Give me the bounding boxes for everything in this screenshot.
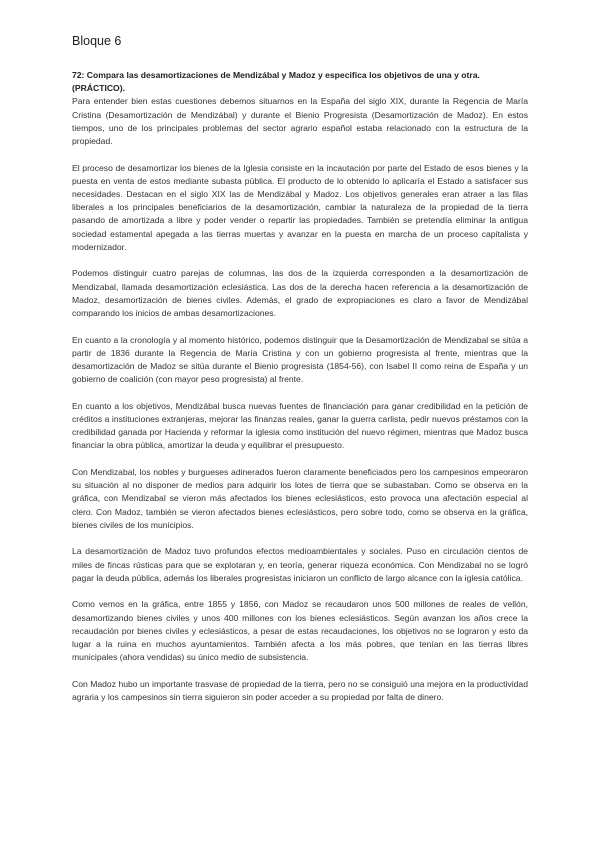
paragraph: Como vemos en la gráfica, entre 1855 y 1856, con Madoz se recaudaron unos 500 millones de reales de vellón, desamortizando bienes civiles y unos 400 millones con los bienes eclesiásticos. Según avanzan los años crece la recaudación por bienes civiles y eclesiásticos, a pesar de estas recaudaciones, los objetivos no se lograron y esto da lugar a la ruina en muchos ayuntamientos. También afecta a los más pobres, que tenían en las tierras libres municipales (ahora vendidas) su único medio de subsistencia. (72, 599, 528, 663)
paragraph: Con Madoz hubo un importante trasvase de propiedad de la tierra, pero no se consiguió una mejora en la productividad agraria y los campesinos sin tierra siguieron sin poder acceder a su propiedad por falta de dinero. (72, 678, 528, 703)
paragraph: Podemos distinguir cuatro parejas de columnas, las dos de la izquierda corresponden a la desamortización de Mendizabal, llamada desamortización eclesiástica. Las dos de la derecha hacen referencia a la desamortización de Madoz, desamortización de bienes civiles. Además, el grado de expropiaciones es claro a favor de Mendizábal comparando los inicios de ambas desamortizaciones. (72, 268, 528, 319)
paragraph-intro: Para entender bien estas cuestiones debemos situarnos en la España del siglo XIX, durante la Regencia de María Cristina (Desamortización de Mendizábal) y durante el Bienio Progresista (Desamortización de Madoz). En estos tiempos, uno de los principales problemas del sector agrario español estaba relacionado con la estructura de la propiedad. (72, 96, 528, 147)
paragraph: En cuanto a los objetivos, Mendizábal busca nuevas fuentes de financiación para ganar credibilidad en la petición de créditos a instituciones extranjeras, mejorar las finanzas reales, ganar la guerra carlista, pedir nuevos préstamos con la credibilidad ganada por Hacienda y reformar la iglesia como institución del nuevo régimen, mientras que Madoz busca financiar la obra pública, amortizar la deuda y equilibrar el presupuesto. (72, 400, 528, 451)
paragraph: La desamortización de Madoz tuvo profundos efectos medioambientales y sociales. Puso en circulación cientos de miles de fincas rústicas para que se explotaran y, en teoría, generar riqueza económica. Con Mendizabal no se logró pagar la deuda pública, además los liberales progresistas iniciaron un conflicto de largo alcance con la iglesia católica. (72, 546, 528, 583)
paragraph: En cuanto a la cronología y al momento histórico, podemos distinguir que la Desamortización de Mendizabal se sitúa a partir de 1836 durante la Regencia de María Cristina y con un gobierno progresista al frente, mientras que la desamortización de Madoz se sitúa durante el Bienio progresista (1854-56), con Isabel II como reina de España y un gobierno de coalición (con mayor peso progresista) al frente. (72, 334, 528, 385)
question-title: 72: Compara las desamortizaciones de Mendizábal y Madoz y especifica los objetivos de una y otra. (PRÁCTICO). (72, 70, 480, 94)
page-title: Bloque 6 (72, 34, 122, 48)
paragraph: Con Mendizabal, los nobles y burgueses adinerados fueron claramente beneficiados pero los campesinos empeoraron su situación al no disponer de medios para adquirir los lotes de tierra que se subastaban. Como se observa en la gráfica, con Mendizabal se vieron más afectados los bienes eclesiásticos, esto provoca una afectación especial al clero. Con Madoz, también se vieron afectados bienes eclesiásticos, pero sobre todo, como se observa en la gráfica, bienes civiles de los municipios. (72, 467, 528, 530)
paragraph: El proceso de desamortizar los bienes de la Iglesia consiste en la incautación por parte del Estado de esos bienes y la puesta en venta de estos mediante subasta pública. El producto de lo obtenido lo aplicaría el Estado a satisfacer sus necesidades. Destacan en el siglo XIX las de Mendizábal y Madoz. Los objetivos generales eran atraer a las filas liberales a los principales beneficiarios de la desamortización, cambiar la naturaleza de la propiedad de la tierra pasando de amortizada a libre y poder vender o repartir las propiedades. También se pretendía eliminar la antigua sociedad estamental apegada a las tierras muertas y avanzar en la puesta en marcha de un proceso capitalista y modernizador. (72, 162, 528, 252)
